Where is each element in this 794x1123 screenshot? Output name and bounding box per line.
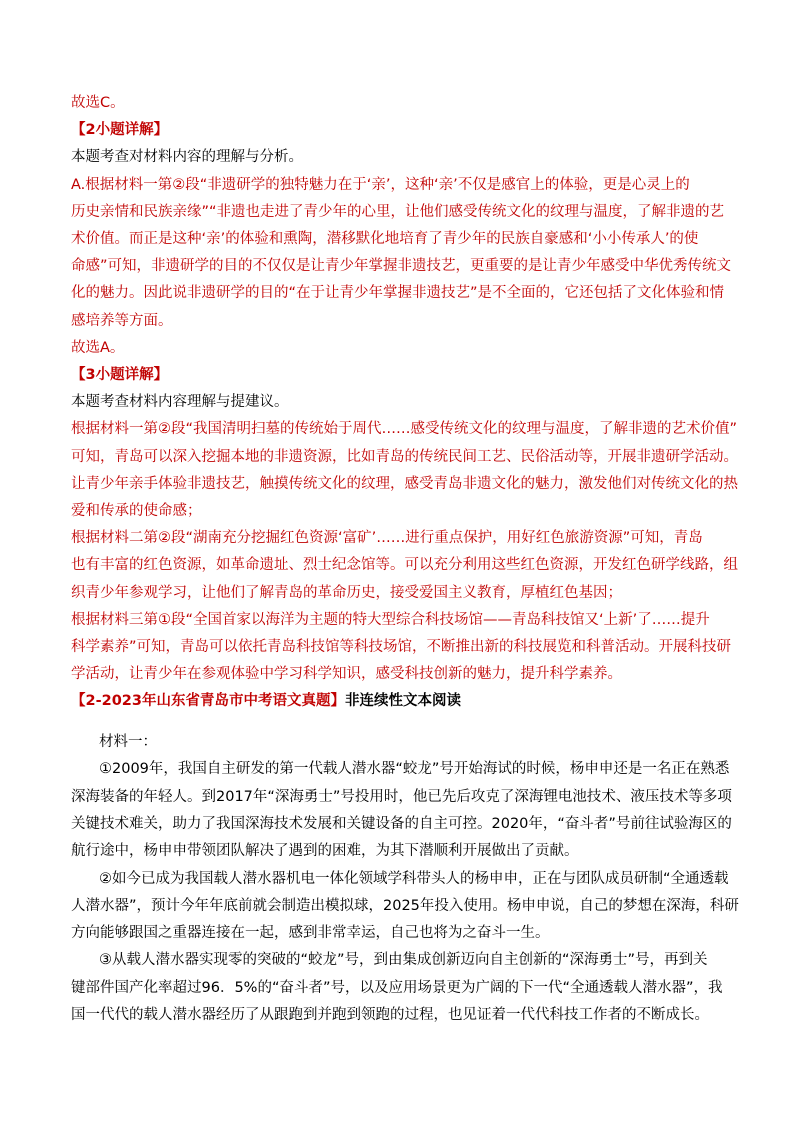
- text-line: 根据材料二第②段“湖南充分挖掘红色资源‘富矿’……进行重点保护，用好红色旅游资源”可知，青岛: [71, 530, 703, 547]
- text-line: 织青少年参观学习，让他们了解青岛的革命历史，接受爱国主义教育，厚植红色基因；: [71, 584, 622, 601]
- text-line: 感培养等方面。: [71, 312, 173, 329]
- text-line: 历史亲情和民族亲缘”“非遗也走进了青少年的心里，让他们感受传统文化的纹理与温度，了解非遗的艺: [71, 203, 725, 220]
- paragraph-line: 关键技术难关，助力了我国深海技术发展和关键设备的自主可控。2020年，“奋斗者”号前往试验海区的: [71, 815, 732, 832]
- paragraph-line: 材料一：: [99, 734, 157, 750]
- text-line: 让青少年亲手体验非遗技艺，触摸传统文化的纹理，感受青岛非遗文化的魅力，激发他们对传统文化的热: [71, 475, 738, 492]
- text-line: A.根据材料一第②段“非遗研学的独特魅力在于‘亲’，这种‘亲’不仅是感官上的体验，更是心灵上的: [71, 176, 690, 193]
- text-line: 爱和传承的使命感；: [71, 503, 202, 519]
- text-line: 【3小题详解】: [71, 367, 169, 383]
- paragraph-line: 国一代代的载人潜水器经历了从跟跑到并跑到领跑的过程，也见证着一代代科技工作者的不断成长。: [71, 1007, 709, 1023]
- text-line: 科学素养”可知，青岛可以依托青岛科技馆等科技场馆，不断推出新的科技展览和科普活动。开展科技研: [71, 639, 732, 655]
- paragraph-line: 航行途中，杨申申带领团队解决了遇到的困难，为其下潜顺利开展做出了贡献。: [71, 843, 579, 860]
- text-line: 也有丰富的红色资源，如革命遗址、烈士纪念馆等。可以充分利用这些红色资源，开发红色研学线路，组: [71, 557, 738, 574]
- paragraph-line: 人潜水器”，预计今年年底前就会制造出模拟球，2025年投入使用。杨申申说，自己的梦想在深海，科研: [71, 897, 739, 914]
- text-line: 本题考查材料内容理解与提建议。: [71, 394, 289, 411]
- paragraph-line: 键部件国产化率超过96．5%的“奋斗者”号，以及应用场景更为广阔的下一代“全通透载人潜水器”，我: [71, 979, 723, 996]
- text-line: 学活动，让青少年在参观体验中学习科学知识，感受科技创新的魅力，提升科学素养。: [71, 666, 622, 683]
- paragraph-line: ②如今已成为我国载人潜水器机电一体化领域学科带头人的杨申申，正在与团队成员研制“全通透载: [99, 870, 729, 887]
- text-line: 命感”可知，非遗研学的目的不仅仅是让青少年掌握非遗技艺，更重要的是让青少年感受中华优秀传统文: [71, 258, 732, 275]
- text-line: 故选C。: [71, 95, 125, 111]
- text-line: 本题考查对材料内容的理解与分析。: [71, 149, 303, 166]
- text-line: 根据材料三第①段“全国首家以海洋为主题的特大型综合科技场馆——青岛科技馆又‘上新’了……提升: [71, 611, 710, 628]
- section-title: 【2-2023年山东省青岛市中考语文真题】: [71, 693, 345, 710]
- paragraph-line: ③从载人潜水器实现零的突破的“蛟龙”号，到由集成创新迈向自主创新的“深海勇士”号，再到关: [99, 952, 708, 969]
- text-line: 故选A。: [71, 339, 125, 356]
- text-line: 根据材料一第②段“我国清明扫墓的传统始于周代……感受传统文化的纹理与温度，了解非遗的艺术价值”: [71, 421, 738, 438]
- section-subtitle: 非连续性文本阅读: [344, 693, 461, 710]
- text-line: 【2小题详解】: [71, 122, 169, 139]
- paragraph-line: 方向能够跟国之重器连接在一起，感到非常幸运，自己也将为之奋斗一生。: [71, 925, 550, 942]
- text-line: 可知，青岛可以深入挖掘本地的非遗资源，比如青岛的传统民间工艺、民俗活动等，开展非遗研学活动。: [71, 448, 738, 465]
- text-line: 化的魅力。因此说非遗研学的目的“在于让青少年掌握非遗技艺”是不全面的，它还包括了文化体验和情: [71, 285, 725, 302]
- paragraph-line: ①2009年，我国自主研发的第一代载人潜水器“蛟龙”号开始海试的时候，杨申申还是一名正在熟悉: [99, 761, 730, 778]
- section-heading: [71, 691, 461, 711]
- text-line: 术价值。而正是这种‘亲’的体验和熏陶，潜移默化地培育了青少年的民族自豪感和‘小小传承人’的使: [71, 231, 699, 247]
- paragraph-line: 深海装备的年轻人。到2017年“深海勇士”号投用时，他已先后攻克了深海锂电池技术、液压技术等多项: [71, 788, 732, 805]
